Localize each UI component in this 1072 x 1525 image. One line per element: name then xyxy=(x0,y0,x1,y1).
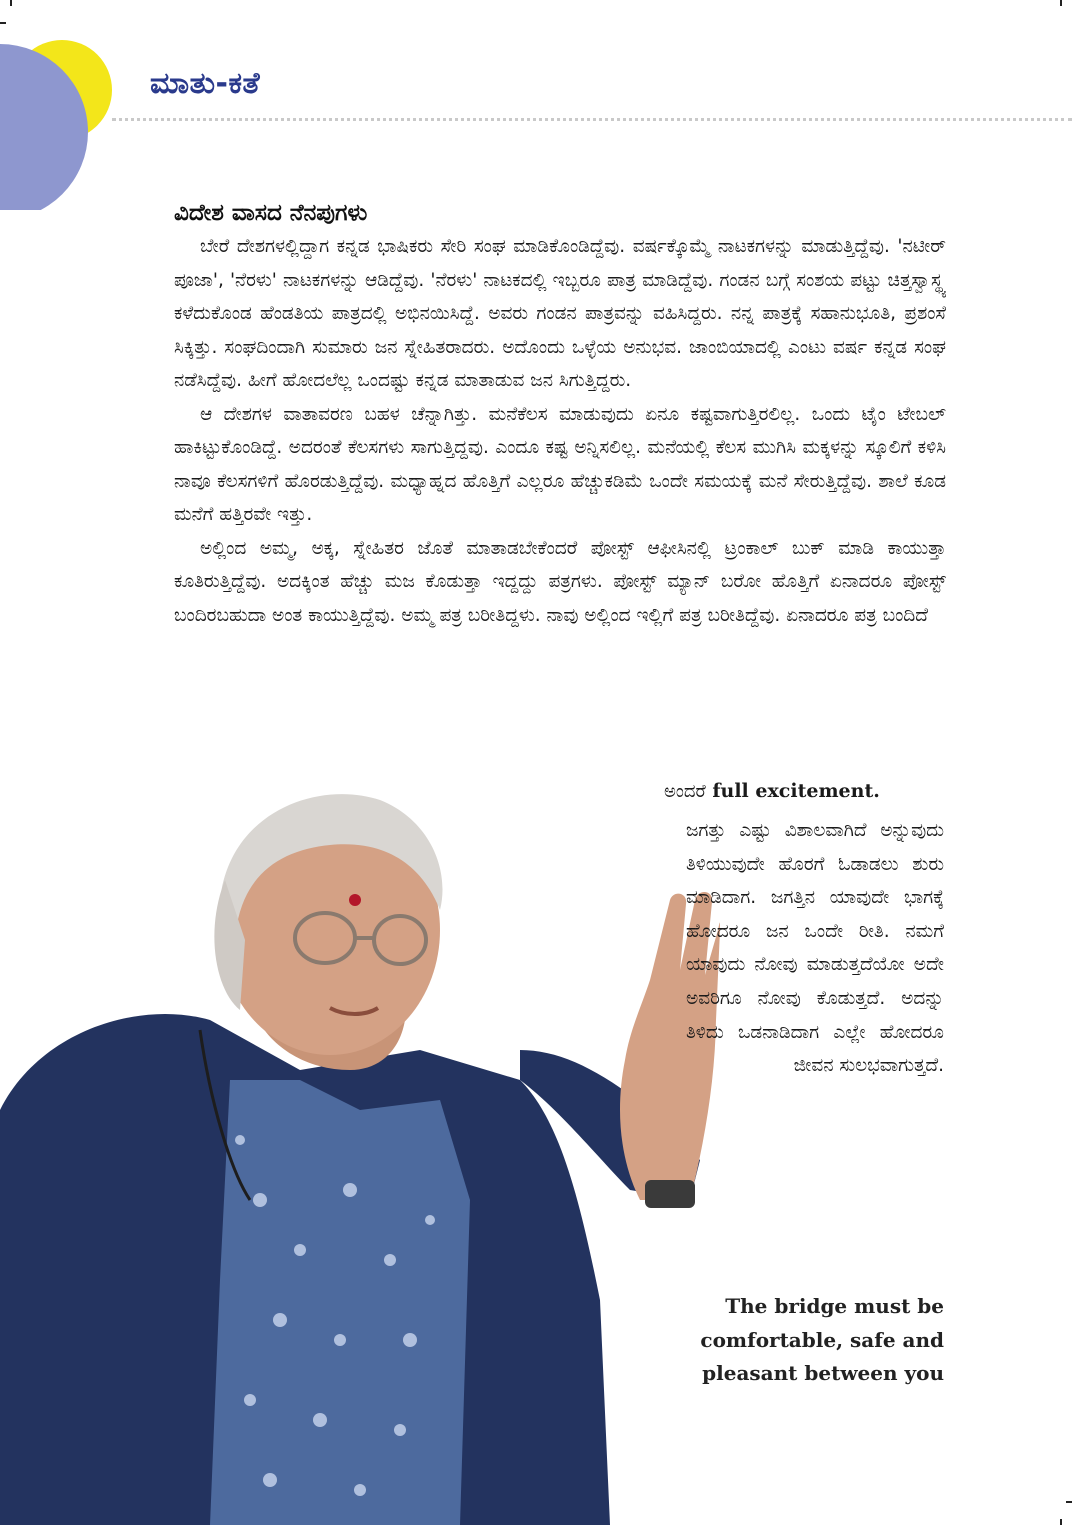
article-heading: ವಿದೇಶ ವಾಸದ ನೆನಪುಗಳು xyxy=(174,200,368,226)
portrait-illustration xyxy=(0,780,720,1525)
paragraph: ಬೇರೆ ದೇಶಗಳಲ್ಲಿದ್ದಾಗ ಕನ್ನಡ ಭಾಷಿಕರು ಸೇರಿ ಸಂಘ ಮಾಡಿಕೊಂಡಿದ್ದೆವು. ವರ್ಷಕ್ಕೊಮ್ಮೆ ನಾಟಕಗಳನ್ನು ಮಾಡುತ್ತಿದ್ದೆವು. 'ನಟೀರ್ ಪೂಜಾ', 'ನೆರಳು' ನಾಟಕಗಳನ್ನು ಆಡಿದ್ದೆವು. 'ನೆರಳು' ನಾಟಕದಲ್ಲಿ ಇಬ್ಬರೂ ಪಾತ್ರ ಮಾಡಿದ್ದೆವು. ಗಂಡನ ಬಗ್ಗೆ ಸಂಶಯ ಪಟ್ಟು ಚಿತ್ತಸ್ವಾಸ್ಥ್ಯ ಕಳೆದುಕೊಂಡ ಹೆಂಡತಿಯ ಪಾತ್ರದಲ್ಲಿ ಅಭಿನಯಿಸಿದ್ದೆ. ಅವರು ಗಂಡನ ಪಾತ್ರವನ್ನು ವಹಿಸಿದ್ದರು. ನನ್ನ ಪಾತ್ರಕ್ಕೆ ಸಹಾನುಭೂತಿ, ಪ್ರಶಂಸೆ ಸಿಕ್ಕಿತ್ತು. ಸಂಘದಿಂದಾಗಿ ಸುಮಾರು ಜನ ಸ್ನೇಹಿತರಾದರು. ಅದೊಂದು ಒಳ್ಳೆಯ ಅನುಭವ. ಜಾಂಬಿಯಾದಲ್ಲಿ ಎಂಟು ವರ್ಷ ಕನ್ನಡ ಸಂಘ ನಡೆಸಿದ್ದೆವು. ಹೀಗೆ ಹೋದಲೆಲ್ಲ ಒಂದಷ್ಟು ಕನ್ನಡ ಮಾತಾಡುವ ಜನ ಸಿಗುತ್ತಿದ್ದರು. xyxy=(174,236,946,391)
crop-mark xyxy=(10,0,12,6)
crop-mark xyxy=(1066,1501,1072,1503)
dotted-divider xyxy=(112,118,1072,121)
decorative-circles xyxy=(0,40,120,210)
side-text: ಜಗತ್ತು ಎಷ್ಟು ವಿಶಾಲವಾಗಿದೆ ಅನ್ನುವುದು ತಿಳಿಯುವುದೇ ಹೊರಗೆ ಓಡಾಡಲು ಶುರು ಮಾಡಿದಾಗ. ಜಗತ್ತಿನ ಯಾವುದೇ ಭಾಗಕ್ಕೆ ಹೋದರೂ ಜನ ಒಂದೇ ರೀತಿ. ನಮಗೆ ಯಾವುದು ನೋವು ಮಾಡುತ್ತದೆಯೋ ಅದೇ ಅವರಿಗೂ ನೋವು ಕೊಡುತ್ತದೆ. ಅದನ್ನು ತಿಳಿದು ಒಡನಾಡಿದಾಗ ಎಲ್ಲೇ ಹೋದರೂ ಜೀವನ ಸುಲಭವಾಗುತ್ತದೆ. xyxy=(686,820,944,1077)
portrait-photo xyxy=(0,780,720,1525)
section-title: ಮಾತು-ಕತೆ xyxy=(150,66,261,101)
side-column-text xyxy=(686,814,944,1083)
crop-mark xyxy=(1060,0,1062,6)
paragraph: ಆ ದೇಶಗಳ ವಾತಾವರಣ ಬಹಳ ಚೆನ್ನಾಗಿತ್ತು. ಮನೆಕೆಲಸ ಮಾಡುವುದು ಏನೂ ಕಷ್ಟವಾಗುತ್ತಿರಲಿಲ್ಲ. ಒಂದು ಟೈಂ ಟೇಬಲ್ ಹಾಕಿಟ್ಟುಕೊಂಡಿದ್ದೆ. ಅದರಂತೆ ಕೆಲಸಗಳು ಸಾಗುತ್ತಿದ್ದವು. ಎಂದೂ ಕಷ್ಟ ಅನ್ನಿಸಲಿಲ್ಲ. ಮನೆಯಲ್ಲಿ ಕೆಲಸ ಮುಗಿಸಿ ಮಕ್ಕಳನ್ನು ಸ್ಕೂಲಿಗೆ ಕಳಿಸಿ ನಾವೂ ಕೆಲಸಗಳಿಗೆ ಹೊರಡುತ್ತಿದ್ದೆವು. ಮಧ್ಯಾಹ್ನದ ಹೊತ್ತಿಗೆ ಎಲ್ಲರೂ ಹೆಚ್ಚುಕಡಿಮೆ ಒಂದೇ ಸಮಯಕ್ಕೆ ಮನೆ ಸೇರುತ್ತಿದ್ದೆವು. ಶಾಲೆ ಕೂಡ ಮನೆಗೆ ಹತ್ತಿರವೇ ಇತ್ತು. xyxy=(174,403,946,525)
paragraph: ಅಲ್ಲಿಂದ ಅಮ್ಮ, ಅಕ್ಕ, ಸ್ನೇಹಿತರ ಜೊತೆ ಮಾತಾಡಬೇಕೆಂದರೆ ಪೋಸ್ಟ್ ಆಫೀಸಿನಲ್ಲಿ ಟ್ರಂಕಾಲ್ ಬುಕ್ ಮಾಡಿ ಕಾಯುತ್ತಾ ಕೂತಿರುತ್ತಿದ್ದೆವು. ಅದಕ್ಕಿಂತ ಹೆಚ್ಚು ಮಜ ಕೊಡುತ್ತಾ ಇದ್ದದ್ದು ಪತ್ರಗಳು. ಪೋಸ್ಟ್ ಮ್ಯಾನ್ ಬರೋ ಹೊತ್ತಿಗೆ ಏನಾದರೂ ಪೋಸ್ಟ್ ಬಂದಿರಬಹುದಾ ಅಂತ ಕಾಯುತ್ತಿದ್ದೆವು. ಅಮ್ಮ ಪತ್ರ ಬರೀತಿದ್ದಳು. ನಾವು ಅಲ್ಲಿಂದ ಇಲ್ಲಿಗೆ ಪತ್ರ ಬರೀತಿದ್ದೆವು. ಏನಾದರೂ ಪತ್ರ ಬಂದಿದೆ xyxy=(174,537,946,626)
tail-kannada: ಅಂದರೆ xyxy=(664,781,706,802)
english-quote: The bridge must be comfortable, safe and pleasant between you xyxy=(700,1294,944,1385)
tail-english: full excitement. xyxy=(712,780,880,802)
article-body xyxy=(174,200,946,632)
crop-mark xyxy=(1060,1519,1062,1525)
crop-mark xyxy=(0,22,6,24)
